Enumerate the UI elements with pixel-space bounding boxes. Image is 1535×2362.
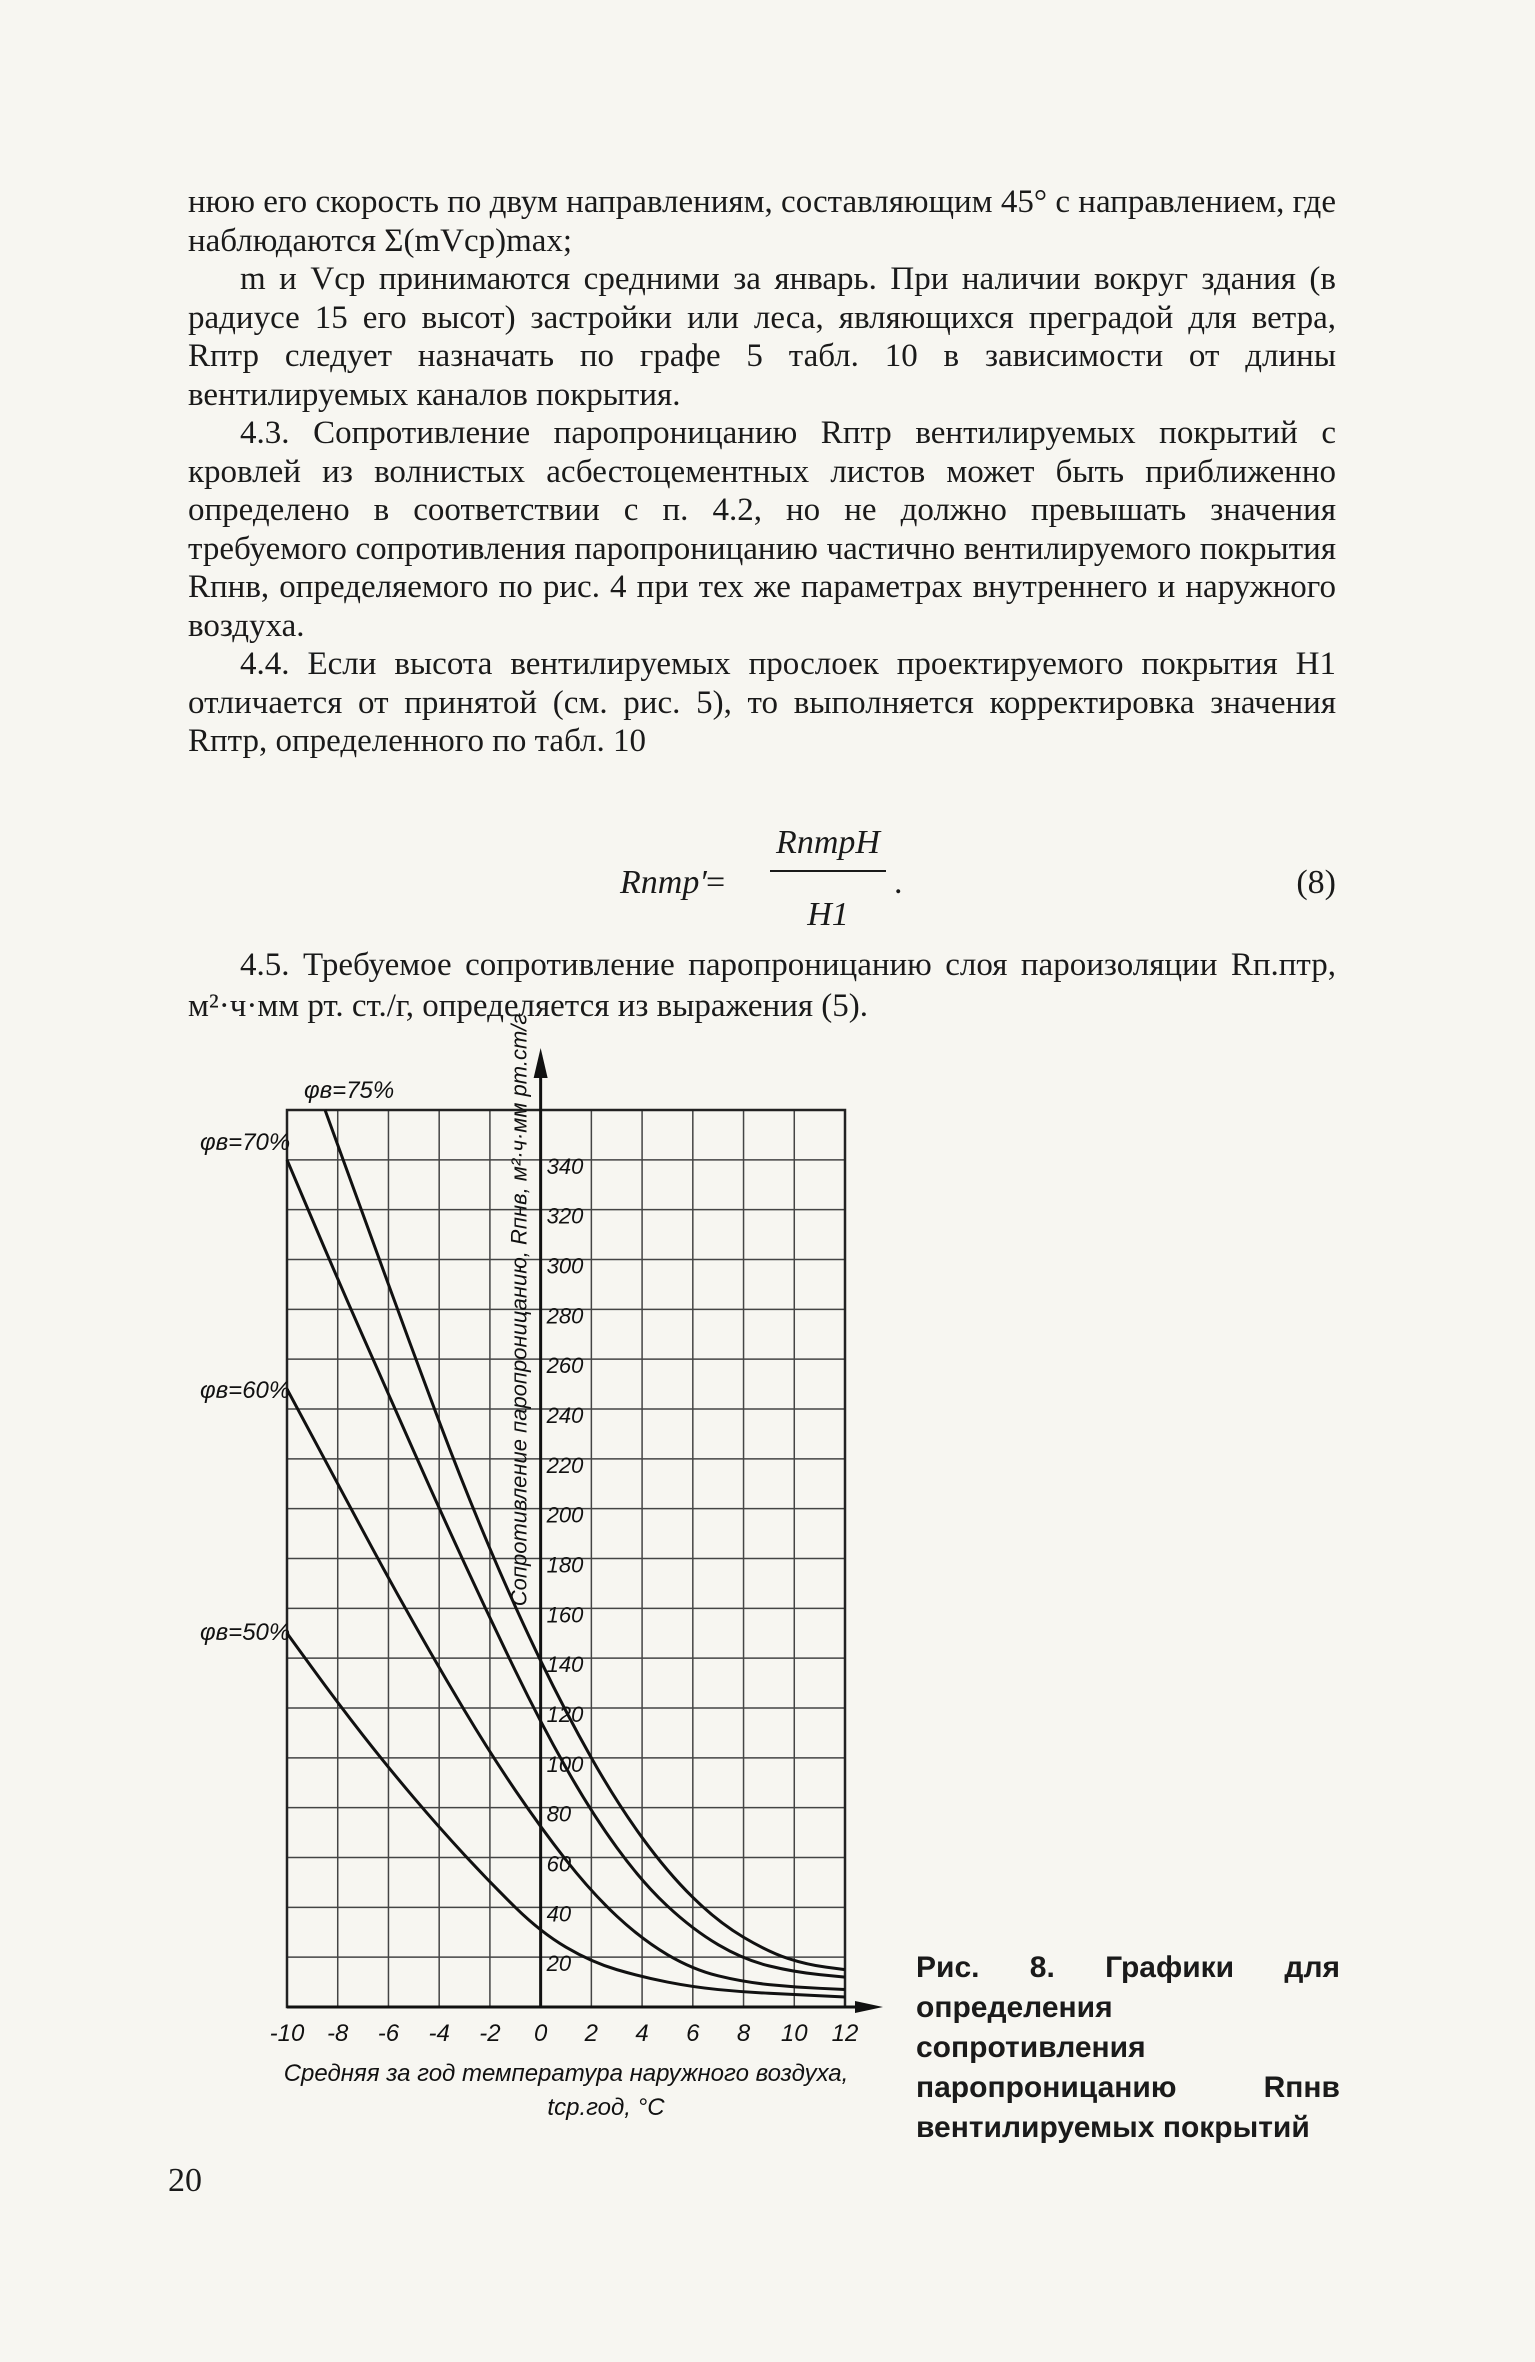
formula-numerator: RптрH	[776, 824, 880, 861]
formula-equals: =	[706, 864, 726, 901]
y-tick-label: 100	[546, 1751, 584, 1777]
body-text-2	[188, 945, 1336, 1027]
paragraph-4-4: 4.4. Если высота вентилируемых прослоек проектируемого покрытия H1 отличается от принятой (см. рис. 5), то выполняется корректировка значения Rптр, определенного по табл. 10	[188, 646, 1336, 759]
series-label: φв=75%	[304, 1077, 395, 1104]
y-tick-label: 280	[546, 1303, 584, 1329]
x-tick-label: 4	[635, 2020, 649, 2047]
y-tick-label: 320	[546, 1203, 584, 1229]
y-tick-label: 60	[546, 1851, 572, 1877]
x-tick-label: 12	[831, 2020, 859, 2047]
paragraph-4-3: 4.3. Сопротивление паропроницанию Rптр вентилируемых покрытий с кровлей из волнистых асбестоцементных листов может быть приближенно определено в соответствии с п. 4.2, но не должно превышать значения требуемого сопротивления паропроницанию частично вентилируемого покрытия Rпнв, определяемого по рис. 4 при тех же параметрах внутреннего и наружного воздуха.	[188, 415, 1336, 644]
plot-frame	[287, 1110, 845, 2007]
x-tick-label: 8	[736, 2020, 751, 2047]
formula-dot: .	[894, 864, 903, 901]
y-tick-label: 340	[546, 1153, 584, 1179]
y-tick-label: 260	[546, 1353, 584, 1379]
x-axis-label: Средняя за год температура наружного воздуха,	[283, 2060, 849, 2087]
y-tick-label: 140	[546, 1652, 584, 1678]
y-axis-label: Сопротивление паропроницанию, Rпнв, м²·ч·мм рт.ст/г	[506, 1013, 532, 1607]
y-tick-label: 160	[546, 1602, 584, 1628]
figure-caption: Рис. 8. Графики для определения сопротивления паропроницанию Rпнв вентилируемых покрытий	[916, 1951, 1340, 2144]
series-curve	[287, 1389, 845, 1989]
y-tick-label: 120	[546, 1702, 584, 1727]
y-tick-label: 20	[546, 1951, 572, 1977]
paragraph: нюю его скорость по двум направлениям, составляющим 45° с направлением, где наблюдаются Σ(mVcp)max;	[188, 184, 1336, 259]
paragraph-4-5: 4.5. Требуемое сопротивление паропроницанию слоя пароизоляции Rп.птр, м²·ч·мм рт. ст./г, определяется из выражения (5).	[188, 947, 1336, 1024]
y-tick-label: 220	[546, 1452, 584, 1478]
y-tick-label: 300	[546, 1253, 584, 1279]
series-label: φв=60%	[200, 1377, 291, 1404]
series-curve	[287, 1160, 845, 1977]
x-tick-label: -4	[428, 2020, 450, 2047]
y-axis-arrow	[534, 1048, 548, 1078]
y-tick-label: 200	[546, 1502, 584, 1528]
paragraph: m и Vcp принимаются средними за январь. При наличии вокруг здания (в радиусе 15 его высот) застройки или леса, являющихся преградой для ветра, Rптр следует назначать по графе 5 табл. 10 в зависимости от длины вентилируемых каналов покрытия.	[188, 261, 1336, 413]
x-tick-label: 10	[780, 2020, 808, 2047]
series-curve	[287, 1633, 845, 1997]
x-tick-label: -10	[269, 2020, 305, 2047]
page-number: 20	[168, 2162, 202, 2199]
series-curve	[325, 1110, 845, 1970]
x-axis-arrow	[855, 2001, 883, 2013]
series-label: φв=70%	[200, 1129, 291, 1156]
x-tick-label: -8	[327, 2020, 349, 2047]
y-tick-label: 40	[546, 1901, 572, 1927]
x-axis-unit: tср.год, °С	[547, 2094, 665, 2121]
formula-number: (8)	[1296, 864, 1336, 901]
series-label: φв=50%	[200, 1619, 291, 1646]
y-tick-label: 240	[546, 1403, 584, 1428]
y-tick-label: 180	[546, 1552, 584, 1578]
formula-denominator: H1	[807, 896, 849, 933]
x-tick-label: -2	[479, 2020, 501, 2047]
x-tick-label: 2	[584, 2020, 599, 2047]
formula-8	[188, 822, 1336, 942]
body-text	[188, 183, 1336, 761]
fraction-bar	[770, 870, 886, 872]
x-tick-label: -6	[377, 2020, 400, 2047]
formula-lhs: Rптр′	[620, 864, 707, 901]
x-tick-label: 0	[533, 2020, 548, 2047]
x-tick-label: 6	[686, 2020, 700, 2047]
y-tick-label: 80	[546, 1801, 572, 1827]
